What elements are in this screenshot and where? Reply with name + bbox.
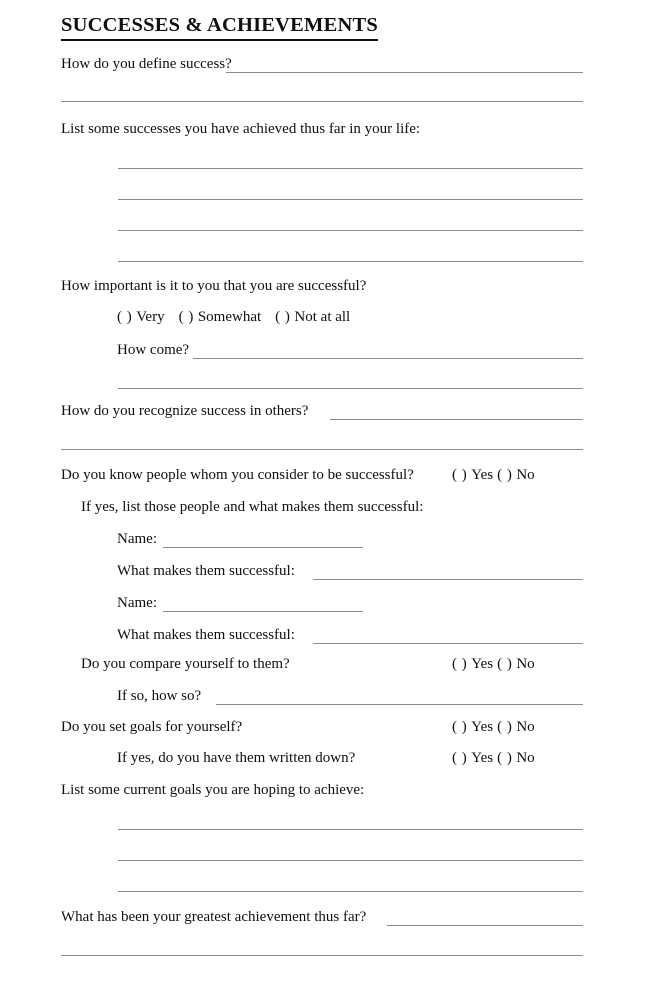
option-yes-label: Yes [471,656,494,672]
question-how-important: How important is it to you that you are successful? [61,278,367,294]
option-no-label: No [516,467,535,483]
label-name-1: Name: [117,531,157,547]
option-no-marker: ( ) [497,719,513,735]
question-how-come: How come? [117,342,190,358]
question-list-goals: List some current goals you are hoping to achieve: [61,782,365,798]
option-yes[interactable] [452,718,493,736]
option-yes-label: Yes [471,719,494,735]
answer-line-achievement-2[interactable] [61,955,583,956]
option-no-marker: ( ) [497,656,513,672]
answer-line-achievement-1[interactable] [387,925,583,926]
option-very-marker: ( ) [117,309,133,325]
option-yes-label: Yes [471,750,494,766]
option-no[interactable] [497,749,535,767]
option-yes-marker: ( ) [452,656,468,672]
answer-line-name-2[interactable] [163,611,363,612]
yesno-set-goals [452,718,535,736]
answer-line-what-makes-2[interactable] [313,643,583,644]
question-define-success: How do you define success? [61,56,232,72]
answer-line-successes-1[interactable] [118,168,583,169]
option-somewhat[interactable] [179,308,262,326]
option-somewhat-marker: ( ) [178,309,194,325]
option-not-at-all-label: Not at all [294,309,351,325]
answer-line-successes-2[interactable] [118,199,583,200]
answer-line-recognize-2[interactable] [61,449,583,450]
answer-line-define-success-2[interactable] [61,101,583,102]
yesno-know-people [452,466,535,484]
answer-line-if-so-how[interactable] [216,704,583,705]
question-written-down: If yes, do you have them written down? [117,750,356,766]
option-yes[interactable] [452,749,493,767]
option-not-at-all[interactable] [275,308,350,326]
answer-line-what-makes-1[interactable] [313,579,583,580]
importance-options [117,308,350,326]
option-no-label: No [516,719,535,735]
answer-line-goals-3[interactable] [118,891,583,892]
question-recognize-others: How do you recognize success in others? [61,403,309,419]
option-no-marker: ( ) [497,750,513,766]
option-yes[interactable] [452,466,493,484]
question-know-people: Do you know people whom you consider to be successful? [61,467,414,483]
answer-line-how-come-2[interactable] [118,388,583,389]
option-somewhat-label: Somewhat [197,309,262,325]
question-compare-yourself: Do you compare yourself to them? [81,656,290,672]
page-title: SUCCESSES & ACHIEVEMENTS [61,14,378,41]
yesno-compare-yourself [452,655,535,673]
option-very[interactable] [117,308,165,326]
option-no[interactable] [497,466,535,484]
label-name-2: Name: [117,595,157,611]
answer-line-successes-4[interactable] [118,261,583,262]
option-no-label: No [516,656,535,672]
label-what-makes-2: What makes them successful: [117,627,295,643]
question-greatest-achievement: What has been your greatest achievement thus far? [61,909,367,925]
question-list-successes: List some successes you have achieved thus far in your life: [61,121,421,137]
option-yes-label: Yes [471,467,494,483]
question-set-goals: Do you set goals for yourself? [61,719,243,735]
option-not-at-all-marker: ( ) [275,309,291,325]
answer-line-name-1[interactable] [163,547,363,548]
question-if-so-how: If so, how so? [117,688,202,704]
yesno-written-down [452,749,535,767]
question-if-yes-list: If yes, list those people and what makes them successful: [81,499,424,515]
option-yes-marker: ( ) [452,719,468,735]
answer-line-goals-2[interactable] [118,860,583,861]
option-very-label: Very [136,309,165,325]
option-no-label: No [516,750,535,766]
option-no-marker: ( ) [497,467,513,483]
answer-line-define-success-1[interactable] [226,72,583,73]
option-no[interactable] [497,718,535,736]
label-what-makes-1: What makes them successful: [117,563,295,579]
option-yes-marker: ( ) [452,467,468,483]
answer-line-recognize-1[interactable] [330,419,583,420]
option-yes-marker: ( ) [452,750,468,766]
option-no[interactable] [497,655,535,673]
answer-line-how-come-1[interactable] [193,358,583,359]
option-yes[interactable] [452,655,493,673]
answer-line-successes-3[interactable] [118,230,583,231]
answer-line-goals-1[interactable] [118,829,583,830]
